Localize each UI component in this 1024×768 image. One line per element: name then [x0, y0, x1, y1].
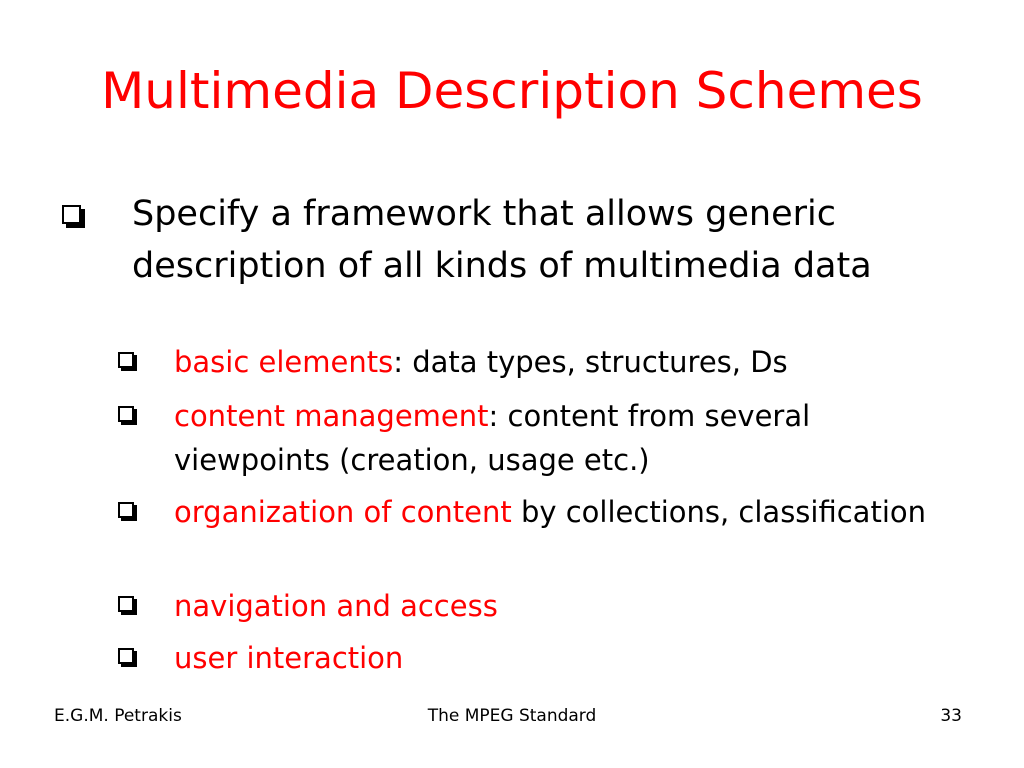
square-bullet-icon — [118, 596, 134, 612]
sub-bullet-highlight: navigation and access — [174, 589, 498, 623]
square-bullet-icon — [118, 406, 134, 422]
sub-bullet-highlight: content management — [174, 399, 489, 433]
footer-author: E.G.M. Petrakis — [54, 706, 182, 726]
sub-bullet-rest: : content from several viewpoints (creation, usage etc.) — [174, 399, 811, 477]
sub-bullet-highlight: organization of content — [174, 495, 512, 529]
sub-bullet-text — [174, 584, 974, 628]
sub-bullet-rest: : data types, structures, Ds — [393, 345, 788, 379]
sub-bullet-rest: by collections, classification — [511, 495, 927, 529]
sub-bullet-highlight: basic elements — [174, 345, 394, 379]
sub-bullet-text — [174, 340, 974, 384]
square-bullet-icon — [118, 502, 134, 518]
square-bullet-icon — [118, 352, 134, 368]
sub-bullet-text — [174, 636, 974, 680]
sub-bullet-text — [174, 394, 974, 482]
square-bullet-icon — [62, 205, 81, 224]
sub-bullet-highlight: user interaction — [174, 641, 404, 675]
slide-title: Multimedia Description Schemes — [101, 62, 923, 120]
sub-bullet-text — [174, 490, 974, 534]
square-bullet-icon — [118, 648, 134, 664]
footer-page-number: 33 — [940, 706, 962, 726]
footer-deck-title: The MPEG Standard — [427, 706, 597, 726]
main-bullet-text: Specify a framework that allows generic description of all kinds of multimedia data — [132, 194, 872, 286]
